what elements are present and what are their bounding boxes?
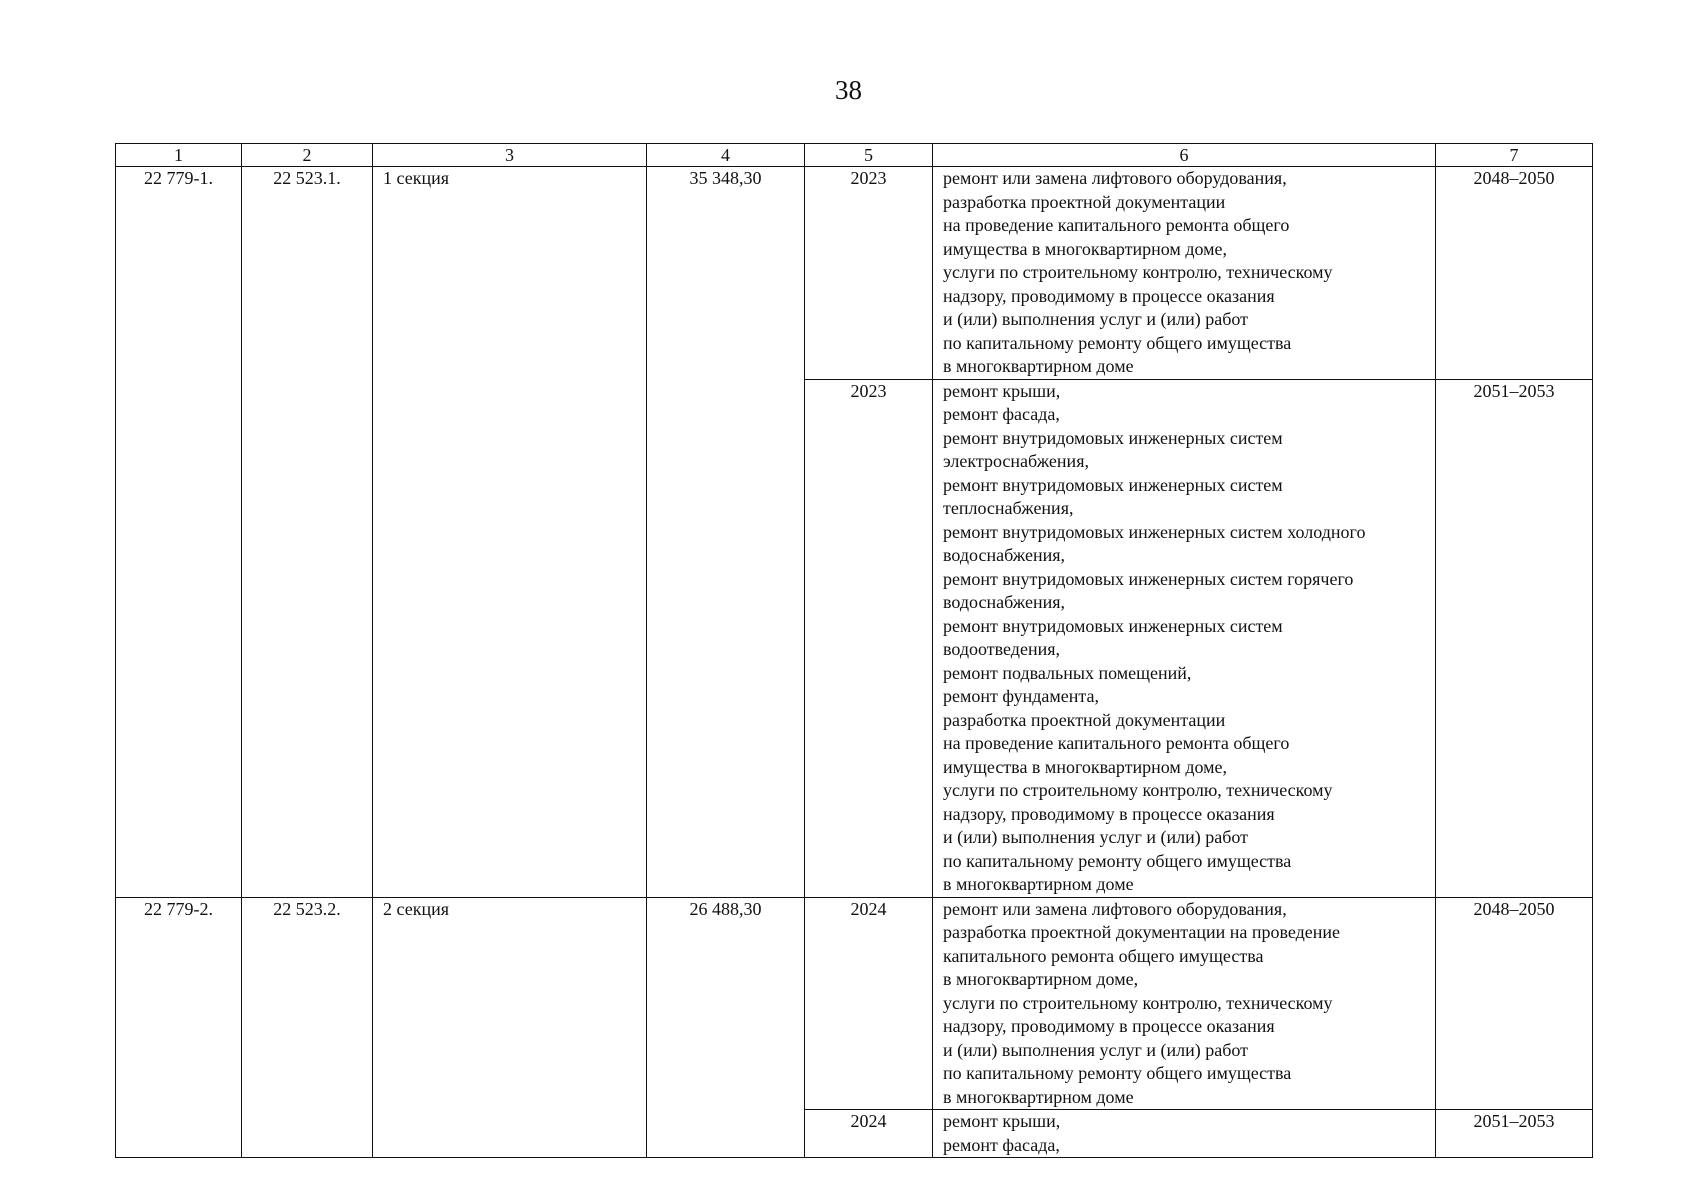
year-cell: 2024: [805, 1110, 933, 1158]
period-cell: 2051–2053: [1436, 1110, 1593, 1158]
work-item: разработка проектной документации: [943, 709, 1226, 730]
work-item: капитального ремонта общего имущества: [943, 945, 1264, 966]
period-cell: 2048–2050: [1436, 897, 1593, 1110]
work-item: на проведение капитального ремонта общего: [943, 215, 1290, 235]
work-item: ремонт или замена лифтового оборудования,: [943, 898, 1287, 919]
work-item: и (или) выполнения услуг и (или) работ: [943, 827, 1249, 847]
work-item: услуги по строительному контролю, техническому: [943, 992, 1333, 1013]
work-item: и (или) выполнения услуг и (или) работ: [943, 309, 1249, 329]
year-cell: 2023: [805, 167, 933, 380]
work-item: в многоквартирном доме: [943, 874, 1134, 894]
period-cell: 2048–2050: [1436, 167, 1593, 380]
work-item: ремонт внутридомовых инженерных систем: [943, 427, 1283, 448]
section-name-cell: 2 секция: [373, 897, 647, 1158]
work-item: разработка проектной документации: [943, 191, 1226, 212]
work-item: ремонт внутридомовых инженерных систем: [943, 615, 1283, 636]
year-cell: 2023: [805, 379, 933, 897]
area-value-cell: 35 348,30: [647, 167, 805, 898]
work-item: ремонт подвальных помещений,: [943, 662, 1192, 683]
year-cell: 2024: [805, 897, 933, 1110]
table-row: [116, 167, 1593, 380]
work-item: ремонт внутридомовых инженерных систем горячего: [943, 568, 1354, 589]
works-list-cell: [933, 167, 1436, 380]
work-item: по капитальному ремонту общего имущества: [943, 850, 1292, 871]
work-item: и (или) выполнения услуг и (или) работ: [943, 1039, 1249, 1060]
works-list-cell: [933, 897, 1436, 1110]
work-item: теплоснабжения,: [943, 498, 1074, 518]
record-number-cell: 22 779-1.: [116, 167, 242, 898]
column-header-7: 7: [1436, 144, 1593, 167]
work-item: разработка проектной документации на проведение: [943, 922, 1341, 942]
work-item: по капитальному ремонту общего имущества: [943, 332, 1292, 353]
page-number: 38: [835, 75, 862, 105]
work-item: ремонт внутридомовых инженерных систем: [943, 474, 1283, 495]
period-cell: 2051–2053: [1436, 379, 1593, 897]
work-item: надзору, проводимому в процессе оказания: [943, 1016, 1275, 1036]
work-item: по капитальному ремонту общего имущества: [943, 1063, 1292, 1083]
works-list-cell: [933, 1110, 1436, 1158]
work-item: надзору, проводимому в процессе оказания: [943, 285, 1275, 306]
column-header-1: 1: [116, 144, 242, 167]
works-list-cell: [933, 379, 1436, 897]
work-item: в многоквартирном доме: [943, 356, 1134, 376]
work-item: водоснабжения,: [943, 592, 1066, 612]
column-header-3: 3: [373, 144, 647, 167]
table-row: [116, 897, 1593, 1110]
work-item: имущества в многоквартирном доме,: [943, 238, 1228, 259]
work-item: имущества в многоквартирном доме,: [943, 756, 1228, 777]
work-item: услуги по строительному контролю, техническому: [943, 780, 1333, 800]
column-header-6: 6: [933, 144, 1436, 167]
work-item: электроснабжения,: [943, 451, 1089, 471]
work-item: ремонт внутридомовых инженерных систем холодного: [943, 521, 1366, 542]
work-item: ремонт фасада,: [943, 1134, 1060, 1155]
column-header-2: 2: [242, 144, 373, 167]
address-code-cell: 22 523.1.: [242, 167, 373, 898]
work-item: водоснабжения,: [943, 545, 1066, 565]
work-item: водоотведения,: [943, 639, 1060, 659]
work-item: ремонт крыши,: [943, 1111, 1061, 1131]
work-schedule-table: [115, 143, 1593, 1158]
column-header-5: 5: [805, 144, 933, 167]
column-header-4: 4: [647, 144, 805, 167]
record-number-cell: 22 779-2.: [116, 897, 242, 1158]
work-item: ремонт или замена лифтового оборудования,: [943, 168, 1287, 188]
header-row: [116, 144, 1593, 167]
work-item: ремонт крыши,: [943, 380, 1061, 401]
work-item: ремонт фундамента,: [943, 686, 1099, 706]
section-name-cell: 1 секция: [373, 167, 647, 898]
area-value-cell: 26 488,30: [647, 897, 805, 1158]
work-item: ремонт фасада,: [943, 404, 1060, 424]
table-body: [116, 167, 1593, 1158]
work-item: надзору, проводимому в процессе оказания: [943, 803, 1275, 824]
work-item: услуги по строительному контролю, техническому: [943, 262, 1333, 282]
work-item: в многоквартирном доме: [943, 1086, 1134, 1107]
work-item: на проведение капитального ремонта общего: [943, 733, 1290, 753]
address-code-cell: 22 523.2.: [242, 897, 373, 1158]
work-item: в многоквартирном доме,: [943, 969, 1139, 989]
